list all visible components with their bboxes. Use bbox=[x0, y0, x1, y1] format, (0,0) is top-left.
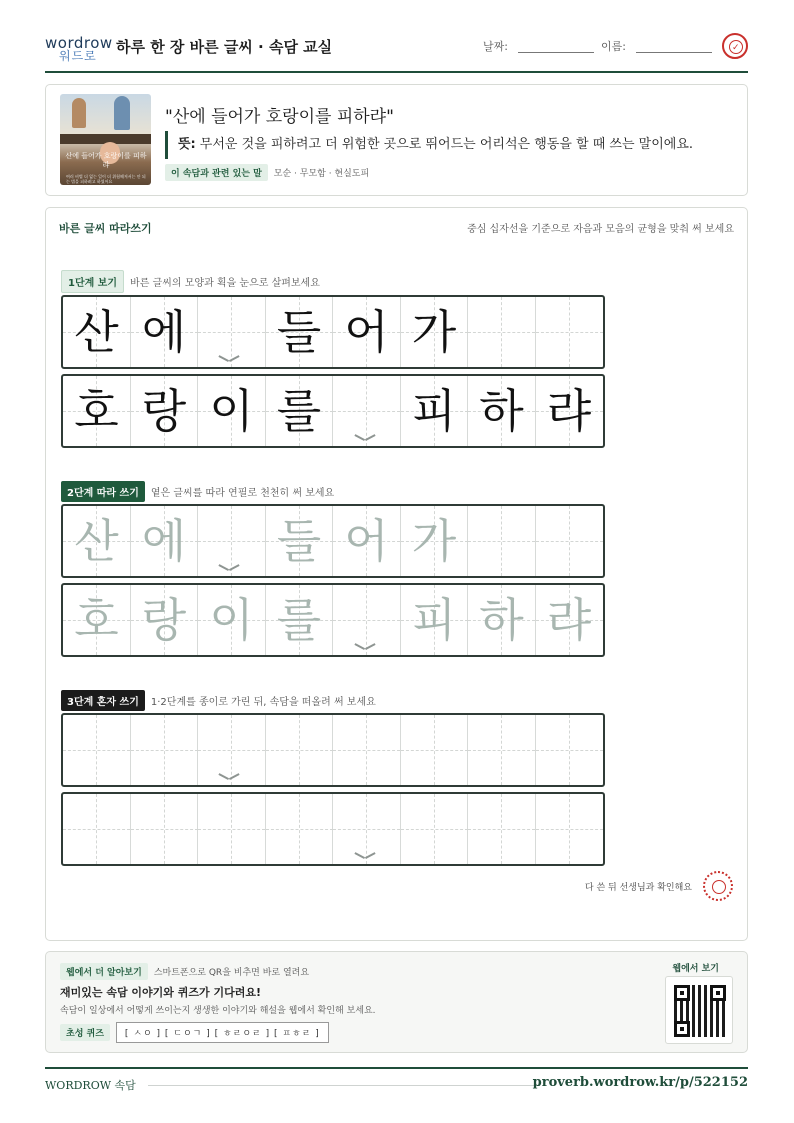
logo-korean: 워드로 bbox=[59, 49, 97, 63]
writing-cell[interactable] bbox=[266, 794, 334, 864]
stage-2-line-2[interactable] bbox=[61, 583, 605, 657]
writing-cell bbox=[266, 297, 334, 367]
stage-3-line-2[interactable] bbox=[61, 792, 605, 866]
cell-char: 어 bbox=[344, 305, 389, 359]
writing-cell bbox=[266, 506, 334, 576]
writing-cell bbox=[536, 585, 604, 655]
writing-cell bbox=[401, 297, 469, 367]
writing-cell bbox=[468, 376, 536, 446]
cell-char: 하 bbox=[479, 384, 524, 438]
writing-cell bbox=[536, 506, 604, 576]
web-tag: 웹에서 더 알아보기 bbox=[60, 963, 148, 980]
teacher-confirm-text: 다 쓴 뒤 선생님과 확인해요 bbox=[584, 883, 692, 893]
footer-url[interactable]: proverb.wordrow.kr/p/522152 bbox=[532, 1075, 748, 1090]
spacing-mark-icon bbox=[219, 771, 239, 781]
check-seal-icon: ✓ bbox=[722, 33, 748, 59]
writing-practice bbox=[45, 207, 748, 941]
writing-cell bbox=[333, 506, 401, 576]
name-field[interactable] bbox=[601, 38, 712, 54]
cell-char: 랑 bbox=[141, 384, 187, 438]
cell-char: 랑 bbox=[141, 593, 187, 647]
practice-title: 바른 글씨 따라쓰기 bbox=[59, 222, 152, 235]
cell-char: 를 bbox=[276, 384, 322, 438]
writing-cell bbox=[63, 376, 131, 446]
qr-finder bbox=[710, 985, 726, 1001]
stage-2-desc: 옅은 글씨를 따라 연필로 천천히 써 보세요 bbox=[150, 488, 335, 499]
stage-1-line-1 bbox=[61, 295, 605, 369]
writing-cell bbox=[536, 297, 604, 367]
writing-cell bbox=[198, 585, 266, 655]
writing-cell bbox=[198, 376, 266, 446]
teacher-stamp-icon bbox=[703, 871, 733, 901]
cell-char: 호 bbox=[74, 384, 119, 438]
related-words bbox=[165, 164, 369, 181]
name-label: 이름: bbox=[601, 40, 626, 53]
web-tag-row bbox=[60, 963, 309, 980]
quiz-label: 초성 퀴즈 bbox=[60, 1024, 110, 1041]
cell-char: 를 bbox=[276, 593, 322, 647]
cell-char: 들 bbox=[276, 305, 322, 359]
cell-char: 이 bbox=[209, 593, 254, 647]
cell-char: 산 bbox=[74, 514, 119, 568]
cell-char: 이 bbox=[209, 384, 254, 438]
writing-cell bbox=[266, 376, 334, 446]
writing-cell[interactable] bbox=[131, 794, 199, 864]
related-tag: 이 속담과 관련 있는 말 bbox=[165, 164, 268, 181]
page-title: 하루 한 장 바른 글씨 · 속담 교실 bbox=[116, 38, 333, 56]
qr-label: 웹에서 보기 bbox=[672, 964, 719, 974]
cell-char: 피 bbox=[411, 593, 457, 647]
cell-char: 가 bbox=[411, 514, 457, 568]
writing-cell bbox=[131, 506, 199, 576]
cell-char: 가 bbox=[411, 305, 457, 359]
date-field[interactable] bbox=[483, 38, 594, 54]
writing-cell bbox=[63, 297, 131, 367]
cell-char: 랴 bbox=[546, 593, 592, 647]
cell-char: 에 bbox=[141, 305, 187, 359]
writing-cell[interactable] bbox=[198, 794, 266, 864]
spacing-mark-icon bbox=[219, 562, 239, 572]
spacing-mark-icon bbox=[355, 850, 375, 860]
writing-cell[interactable] bbox=[333, 715, 401, 785]
stage-1-desc: 바른 글씨의 모양과 획을 눈으로 살펴보세요 bbox=[130, 278, 320, 289]
cell-char: 호 bbox=[74, 593, 119, 647]
writing-cell bbox=[536, 376, 604, 446]
qr-code[interactable] bbox=[665, 976, 733, 1044]
web-headline: 재미있는 속담 이야기와 퀴즈가 기다려요! bbox=[60, 986, 261, 999]
meaning-label: 뜻: bbox=[178, 137, 196, 152]
stage-3-line-1[interactable] bbox=[61, 713, 605, 787]
writing-cell bbox=[468, 506, 536, 576]
writing-cell bbox=[333, 297, 401, 367]
proverb-illustration bbox=[60, 94, 151, 185]
writing-cell[interactable] bbox=[131, 715, 199, 785]
writing-cell bbox=[131, 585, 199, 655]
date-line[interactable] bbox=[518, 41, 594, 53]
cell-char: 하 bbox=[479, 593, 524, 647]
practice-hint: 중심 십자선을 기준으로 자음과 모음의 균형을 맞춰 써 보세요 bbox=[467, 224, 734, 235]
writing-cell bbox=[63, 585, 131, 655]
proverb-card bbox=[45, 84, 748, 196]
footer-brand: WORDROW 속담 bbox=[45, 1079, 136, 1092]
meaning-text: 무서운 것을 피하려고 더 위험한 곳으로 뛰어드는 어리석은 행동을 할 때 쓰는 말이에요. bbox=[199, 137, 694, 152]
logo-wordmark: wordrow bbox=[45, 34, 113, 52]
writing-cell bbox=[266, 585, 334, 655]
stage-2-line-1[interactable] bbox=[61, 504, 605, 578]
writing-cell[interactable] bbox=[401, 715, 469, 785]
cell-char: 어 bbox=[344, 514, 389, 568]
cell-char: 에 bbox=[141, 514, 187, 568]
stage-1-line-2 bbox=[61, 374, 605, 448]
writing-cell[interactable] bbox=[401, 794, 469, 864]
illustration-caption: 산에 들어가 호랑이를 피하랴 bbox=[65, 152, 147, 169]
cell-char: 산 bbox=[74, 305, 119, 359]
qr-finder bbox=[674, 985, 690, 1001]
writing-cell[interactable] bbox=[536, 794, 604, 864]
proverb-meaning bbox=[165, 131, 693, 159]
page-footer bbox=[45, 1067, 748, 1097]
footer-divider bbox=[148, 1085, 540, 1086]
web-promo bbox=[45, 951, 748, 1053]
writing-cell bbox=[131, 376, 199, 446]
writing-cell bbox=[401, 585, 469, 655]
stage-3-header bbox=[61, 690, 376, 711]
cell-char: 피 bbox=[411, 384, 457, 438]
writing-cell bbox=[401, 506, 469, 576]
cell-char: 들 bbox=[276, 514, 322, 568]
page-header bbox=[45, 30, 748, 73]
spacing-mark-icon bbox=[355, 432, 375, 442]
writing-cell bbox=[468, 297, 536, 367]
writing-cell bbox=[131, 297, 199, 367]
stage-3-desc: 1·2단계를 종이로 가린 뒤, 속담을 떠올려 써 보세요 bbox=[150, 697, 376, 708]
writing-cell bbox=[468, 585, 536, 655]
stage-1-badge: 1단계 보기 bbox=[61, 270, 124, 293]
stage-3-badge: 3단계 혼자 쓰기 bbox=[61, 690, 145, 711]
writing-cell[interactable] bbox=[266, 715, 334, 785]
proverb-text: "산에 들어가 호랑이를 피하랴" bbox=[165, 107, 394, 127]
web-tag-desc: 스마트폰으로 QR을 비추면 바로 열려요 bbox=[153, 968, 310, 978]
writing-cell[interactable] bbox=[536, 715, 604, 785]
related-list: 모순 · 무모함 · 현실도피 bbox=[273, 169, 370, 179]
stage-1-header bbox=[61, 270, 320, 293]
wordrow-logo bbox=[45, 34, 113, 63]
spacing-mark-icon bbox=[219, 353, 239, 363]
writing-cell bbox=[63, 506, 131, 576]
stage-2-badge: 2단계 따라 쓰기 bbox=[61, 481, 145, 502]
spacing-mark-icon bbox=[355, 641, 375, 651]
writing-cell bbox=[401, 376, 469, 446]
date-label: 날짜: bbox=[483, 40, 508, 53]
writing-cell[interactable] bbox=[63, 794, 131, 864]
chosung-quiz bbox=[60, 1022, 329, 1043]
writing-cell[interactable] bbox=[468, 794, 536, 864]
quiz-box: [ ㅅㅇ ] [ ㄷㅇㄱ ] [ ㅎㄹㅇㄹ ] [ ㅍㅎㄹ ] bbox=[116, 1022, 329, 1043]
writing-cell[interactable] bbox=[468, 715, 536, 785]
illustration-subtext: 여러 비법 더 없는 일이 더 위험해져서는 안 되는 법을 피하려고 하였어요 bbox=[66, 174, 146, 184]
cell-char: 랴 bbox=[546, 384, 592, 438]
name-line[interactable] bbox=[636, 41, 712, 53]
qr-finder bbox=[674, 1021, 690, 1037]
web-desc: 속담이 일상에서 어떻게 쓰이는지 생생한 이야기와 해설을 웹에서 확인해 보세요. bbox=[60, 1006, 376, 1016]
writing-cell[interactable] bbox=[63, 715, 131, 785]
stage-2-header bbox=[61, 481, 334, 502]
